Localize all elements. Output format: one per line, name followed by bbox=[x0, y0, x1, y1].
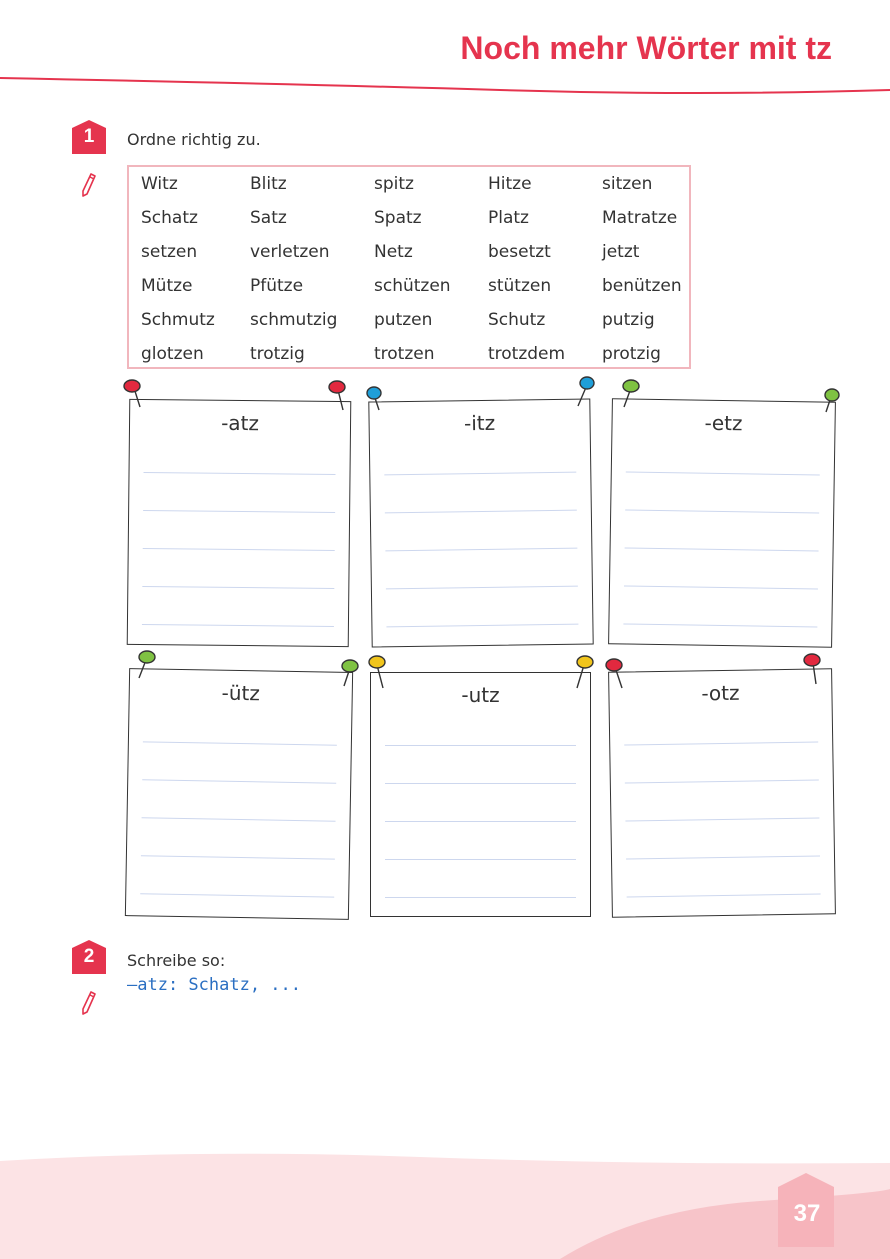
word: verletzen bbox=[250, 242, 330, 262]
note-label: -utz bbox=[461, 683, 500, 707]
word: trotzdem bbox=[488, 344, 566, 364]
word: Blitz bbox=[250, 174, 287, 194]
note-label: -otz bbox=[701, 680, 740, 706]
word: Pfütze bbox=[250, 276, 304, 296]
footer-wave bbox=[0, 1149, 890, 1259]
word: Platz bbox=[488, 208, 529, 228]
word: Matratze bbox=[602, 208, 678, 228]
word: Schatz bbox=[141, 208, 198, 228]
word: schmutzig bbox=[250, 310, 338, 330]
word: Witz bbox=[141, 174, 178, 194]
word: Schmutz bbox=[141, 310, 215, 330]
word: Mütze bbox=[141, 276, 193, 296]
note-label: -atz bbox=[221, 410, 260, 436]
page-number: 37 bbox=[793, 1200, 821, 1227]
task-1-number: 1 bbox=[83, 126, 95, 147]
word: besetzt bbox=[488, 242, 551, 262]
word: putzig bbox=[602, 310, 655, 330]
task-2-number: 2 bbox=[83, 946, 95, 967]
task-2-badge bbox=[72, 940, 106, 974]
page-title: Noch mehr Wörter mit tz bbox=[460, 30, 832, 66]
task-2-example: —atz: Schatz, ... bbox=[127, 975, 301, 995]
word: benützen bbox=[602, 276, 682, 296]
pencil-icon bbox=[80, 990, 98, 1016]
word: schützen bbox=[374, 276, 451, 296]
word: setzen bbox=[141, 242, 198, 262]
task-1-instruction: Ordne richtig zu. bbox=[127, 130, 261, 149]
note-label: -etz bbox=[704, 410, 743, 436]
word: glotzen bbox=[141, 344, 204, 364]
note-label: -ütz bbox=[221, 680, 261, 706]
word: Spatz bbox=[374, 208, 422, 228]
word: trotzig bbox=[250, 344, 305, 364]
task-2-instruction: Schreibe so: bbox=[127, 951, 226, 970]
word: Netz bbox=[374, 242, 413, 262]
word: Satz bbox=[250, 208, 287, 228]
word: stützen bbox=[488, 276, 552, 296]
word: Schutz bbox=[488, 310, 546, 330]
word: trotzen bbox=[374, 344, 435, 364]
word: protzig bbox=[602, 344, 661, 364]
word: jetzt bbox=[602, 242, 640, 262]
word: spitz bbox=[374, 174, 414, 194]
word: sitzen bbox=[602, 174, 653, 194]
note-label: -itz bbox=[463, 410, 496, 436]
word: putzen bbox=[374, 310, 433, 330]
word: Hitze bbox=[488, 174, 532, 194]
